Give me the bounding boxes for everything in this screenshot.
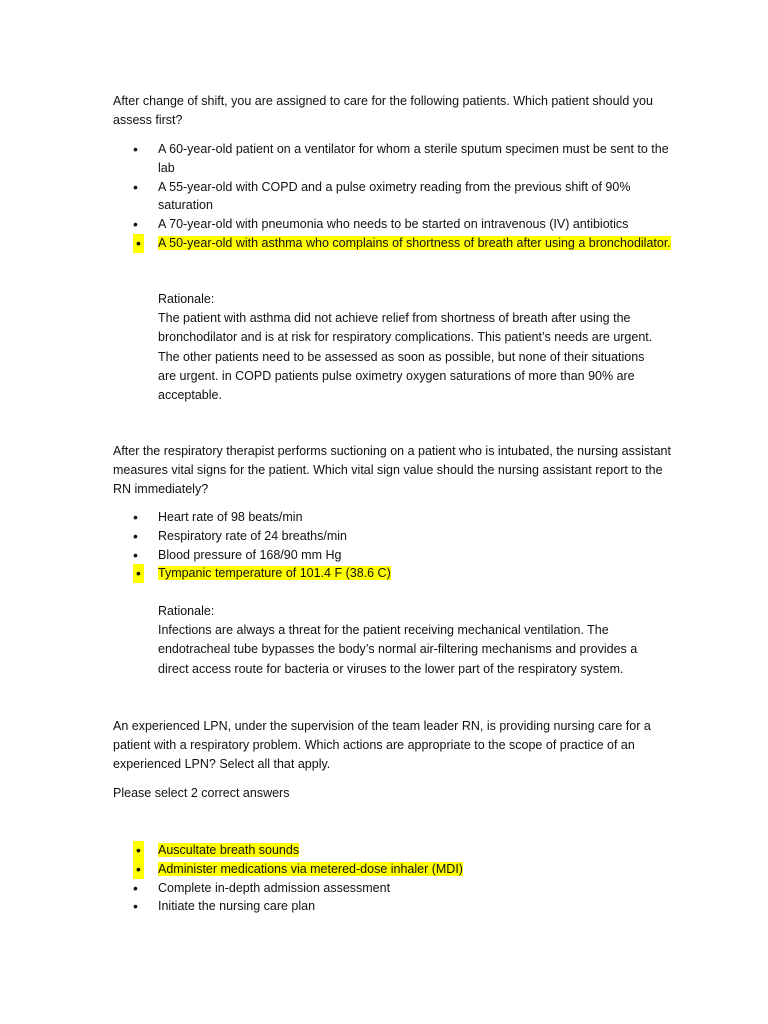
option-text: A 60-year-old patient on a ventilator for whom a sterile sputum specimen must be sent to the lab: [158, 142, 669, 175]
q3-stem: An experienced LPN, under the supervision of the team leader RN, is providing nursing care for a patient with a respiratory problem. Which actions are appropriate to the scope of practice of an experienced LPN? Select all that apply.: [113, 719, 651, 771]
rationale-label: Rationale:: [158, 604, 215, 618]
q2-rationale: [158, 602, 658, 679]
q2-stem: After the respiratory therapist performs suctioning on a patient who is intubated, the nursing assistant measures vital signs for the patient. Which vital sign value should the nursing assistant report to the RN immediately?: [113, 444, 671, 496]
option-text: A 50-year-old with asthma who complains of shortness of breath after using a bronchodilator.: [158, 235, 671, 250]
rationale-text: Infections are always a threat for the patient receiving mechanical ventilation. The endotracheal tube bypasses the body’s normal air-filtering mechanisms and provides a direct access route for bacteria or viruses to the lower part of the respiratory system.: [158, 623, 638, 676]
list-item: [113, 897, 673, 916]
list-item: [113, 140, 673, 178]
list-item: [113, 508, 673, 527]
q1-options: [113, 140, 673, 253]
q3-options: [113, 841, 673, 916]
option-text: Auscultate breath sounds: [158, 843, 300, 857]
list-item-highlighted: [113, 860, 673, 879]
option-text: A 70-year-old with pneumonia who needs to be started on intravenous (IV) antibiotics: [158, 217, 629, 232]
option-text: Initiate the nursing care plan: [158, 899, 316, 914]
option-text: Heart rate of 98 beats/min: [158, 510, 303, 524]
list-item: [113, 527, 673, 546]
option-text: Tympanic temperature of 101.4 F (38.6 C): [158, 566, 391, 581]
rationale-text: The patient with asthma did not achieve relief from shortness of breath after using the bronchodilator and is at risk for respiratory complications. This patient’s needs are urgent. The other patients need to be assessed as soon as possible, but none of their situations are urgent. in COPD patients pulse oximetry oxygen saturations of more than 90% are acceptable.: [158, 311, 653, 403]
rationale-label: Rationale:: [158, 292, 215, 306]
q1-stem: After change of shift, you are assigned to care for the following patients. Which patient should you assess first?: [113, 94, 653, 127]
option-text: A 55-year-old with COPD and a pulse oximetry reading from the previous shift of 90% saturation: [158, 179, 631, 213]
list-item: [113, 546, 673, 565]
list-item: [113, 178, 673, 216]
list-item: [113, 215, 673, 234]
q1-rationale: [158, 290, 658, 405]
list-item-highlighted: [113, 841, 673, 860]
option-text: Complete in-depth admission assessment: [158, 880, 391, 895]
q3-instruction: Please select 2 correct answers: [113, 786, 290, 800]
list-item: [113, 879, 673, 898]
option-text: Respiratory rate of 24 breaths/min: [158, 528, 347, 543]
option-text: Blood pressure of 168/90 mm Hg: [158, 547, 342, 562]
list-item-highlighted: [113, 234, 673, 253]
q2-options: [113, 508, 673, 583]
list-item-highlighted: [113, 564, 673, 583]
option-text: Administer medications via metered-dose inhaler (MDI): [158, 861, 463, 876]
